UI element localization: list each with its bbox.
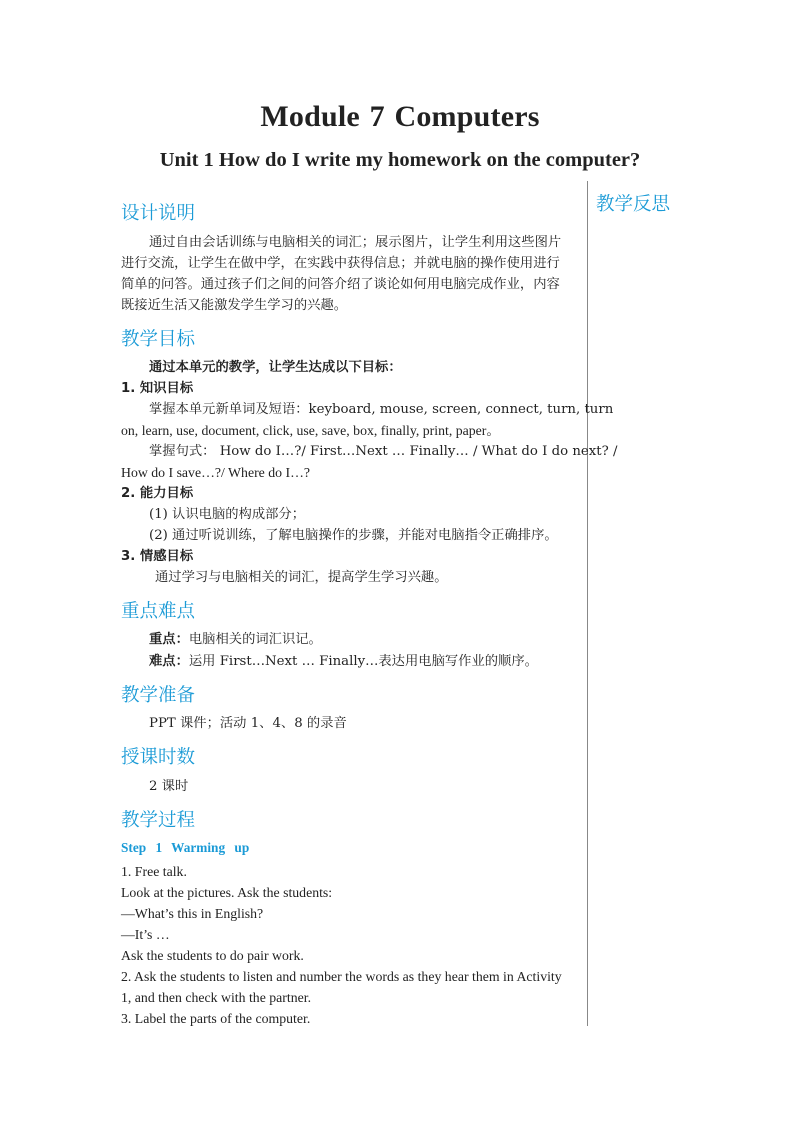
process-line: Look at the pictures. Ask the students: xyxy=(121,885,333,900)
design-line: 进行交流，让学生在做中学，在实践中获得信息；并就电脑的操作使用进行 xyxy=(121,256,560,271)
keypoint-line xyxy=(149,629,322,650)
keypoint-text: 电脑相关的词汇识记。 xyxy=(188,632,322,647)
difficulty-line xyxy=(149,651,538,672)
goals-item2-title: 2. 能力目标 xyxy=(121,486,194,501)
section-heading-process: 教学过程 xyxy=(121,810,196,831)
hours-text: 2 课时 xyxy=(149,779,189,794)
goals-item2-line: (2) 通过听说训练，了解电脑操作的步骤，并能对电脑指令正确排序。 xyxy=(149,528,558,543)
section-heading-goals: 教学目标 xyxy=(121,329,196,350)
process-line: 3. Label the parts of the computer. xyxy=(121,1011,311,1026)
step-heading: Step 1 Warming up xyxy=(121,840,250,855)
page-subtitle: Unit 1 How do I write my homework on the computer? xyxy=(159,149,641,171)
section-heading-design: 设计说明 xyxy=(121,203,196,224)
design-line: 既接近生活又能激发学生学习的兴趣。 xyxy=(121,298,348,313)
process-line: Ask the students to do pair work. xyxy=(121,948,304,963)
section-heading-hours: 授课时数 xyxy=(121,747,196,768)
goals-item1-line: 掌握本单元新单词及短语：keyboard, mouse, screen, connect, turn, turn xyxy=(149,402,614,417)
goals-item1-line: on, learn, use, document, click, use, save, box, finally, print, paper。 xyxy=(121,423,501,438)
goals-item1-line: How do I save…?/ Where do I…? xyxy=(121,465,311,480)
design-line: 通过自由会话训练与电脑相关的词汇；展示图片，让学生利用这些图片 xyxy=(149,235,562,250)
page-title: Module 7 Computers xyxy=(260,100,540,133)
difficulty-text: 运用 First…Next … Finally…表达用电脑写作业的顺序。 xyxy=(188,654,538,669)
prep-text: PPT 课件；活动 1、4、8 的录音 xyxy=(149,716,347,731)
goals-item3-title: 3. 情感目标 xyxy=(121,549,194,564)
process-line: 1, and then check with the partner. xyxy=(121,990,312,1005)
goals-item1-line: 掌握句式： How do I…?/ First…Next … Finally… / What do I do next? / xyxy=(149,444,618,459)
goals-item3-line: 通过学习与电脑相关的词汇，提高学生学习兴趣。 xyxy=(155,570,448,585)
section-heading-prep: 教学准备 xyxy=(121,685,196,706)
process-line: —What’s this in English? xyxy=(121,906,264,921)
process-line: 1. Free talk. xyxy=(121,864,187,879)
column-divider xyxy=(587,181,588,1026)
goals-intro: 通过本单元的教学，让学生达成以下目标： xyxy=(149,360,402,375)
keypoint-label: 重点： xyxy=(149,632,189,647)
design-line: 简单的问答。通过孩子们之间的问答介绍了谈论如何用电脑完成作业，内容 xyxy=(121,277,560,292)
aside-title: 教学反思 xyxy=(596,194,671,215)
difficulty-label: 难点： xyxy=(149,654,189,669)
section-heading-keypoints: 重点难点 xyxy=(121,601,196,622)
process-line: 2. Ask the students to listen and number the words as they hear them in Activity xyxy=(121,969,562,984)
goals-item1-title: 1. 知识目标 xyxy=(121,381,194,396)
goals-item2-line: (1) 认识电脑的构成部分； xyxy=(149,507,306,522)
process-line: —It’s … xyxy=(121,927,170,942)
